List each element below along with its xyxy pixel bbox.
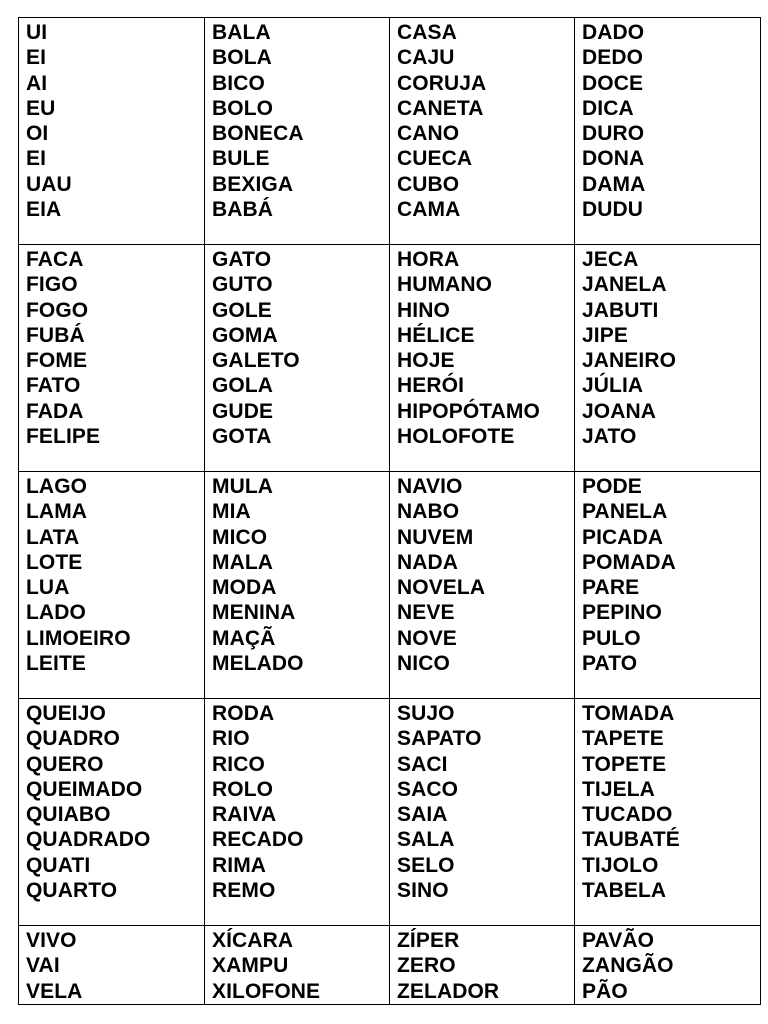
table-row [19,699,761,926]
word-item: LOTE [26,550,83,574]
word-item: ZERO [397,954,456,978]
word-item: RICO [212,752,265,776]
word-item: MAÇÃ [212,626,276,650]
word-item: QUIABO [26,803,111,827]
word-item: XILOFONE [212,979,321,1003]
word-item: GALETO [212,349,300,373]
table-cell [390,472,575,699]
table-cell [19,18,205,245]
word-item: EI [26,147,47,171]
word-item: QUADRO [26,727,120,751]
word-item: VELA [26,979,83,1003]
word-item: SAPATO [397,727,482,751]
word-item: QUEIMADO [26,777,143,801]
table-cell [390,699,575,926]
table-cell [19,472,205,699]
word-item: MICO [212,525,268,549]
word-item: HORA [397,248,460,271]
word-item: CUECA [397,147,473,171]
table-row [19,926,761,1005]
word-item: DAMA [582,172,646,196]
table-cell [390,926,575,1005]
word-item: FOME [26,349,88,373]
table-cell [390,245,575,472]
word-table [18,17,761,1005]
word-item: BICO [212,71,265,95]
word-item: GUDE [212,399,274,423]
word-item: DUDU [582,198,644,222]
word-item: EU [26,96,56,120]
word-item: LIMOEIRO [26,626,131,650]
word-item: BOLO [212,96,274,120]
table-cell [575,926,761,1005]
word-item: PEPINO [582,601,662,625]
word-item: NUVEM [397,525,474,549]
word-item: RODA [212,702,275,725]
word-item: TIJOLO [582,853,659,877]
word-item: LAGO [26,475,88,498]
word-item: RAIVA [212,803,277,827]
table-cell [575,245,761,472]
word-item: NABO [397,500,460,524]
table-row [19,18,761,245]
word-item: BABÁ [212,198,274,222]
word-item: REMO [212,879,276,903]
word-item: TOMADA [582,702,675,725]
word-item: FIGO [26,273,78,297]
word-item: LEITE [26,652,87,676]
word-item: JATO [582,425,637,449]
word-item: DEDO [582,46,644,70]
word-item: MALA [212,550,274,574]
word-item: SELO [397,853,455,877]
word-item: SINO [397,879,449,903]
word-item: FADA [26,399,84,423]
word-item: NADA [397,550,459,574]
word-item: PAVÃO [582,929,655,952]
word-item: QUEIJO [26,702,106,725]
word-item: LATA [26,525,80,549]
word-item: LADO [26,601,86,625]
word-item: QUARTO [26,879,118,903]
word-item: AI [26,71,48,95]
word-item: JANEIRO [582,349,677,373]
table-cell [575,18,761,245]
word-item: TOPETE [582,752,667,776]
table-cell [19,699,205,926]
word-item: SUJO [397,702,455,725]
word-item: FACA [26,248,84,271]
word-item: MENINA [212,601,296,625]
word-item: TIJELA [582,777,655,801]
word-item: JECA [582,248,639,271]
word-item: PÃO [582,979,628,1003]
word-item: RIO [212,727,250,751]
word-item: PODE [582,475,642,498]
word-item: FOGO [26,298,89,322]
word-item: DADO [582,21,645,44]
word-item: QUATI [26,853,91,877]
word-item: RECADO [212,828,304,852]
word-item: GUTO [212,273,273,297]
word-item: JANELA [582,273,667,297]
word-item: NOVELA [397,576,486,600]
word-item: EIA [26,198,62,222]
word-item: VAI [26,954,60,978]
word-item: GATO [212,248,272,271]
word-item: LAMA [26,500,88,524]
word-item: DICA [582,96,634,120]
word-item: BULE [212,147,270,171]
word-item: FATO [26,374,81,398]
table-cell [575,472,761,699]
word-table-body [19,18,761,1005]
word-item: GOTA [212,425,272,449]
table-cell [575,699,761,926]
word-item: ZÍPER [397,929,460,952]
word-item: JÚLIA [582,374,644,398]
word-item: BOLA [212,46,272,70]
word-item: PATO [582,652,638,676]
word-item: DONA [582,147,645,171]
word-item: PICADA [582,525,664,549]
word-item: NAVIO [397,475,463,498]
word-item: TUCADO [582,803,673,827]
word-item: SALA [397,828,455,852]
table-cell [205,18,390,245]
word-item: PANELA [582,500,668,524]
word-item: GOMA [212,323,278,347]
word-item: JIPE [582,323,628,347]
word-item: ROLO [212,777,274,801]
table-row [19,245,761,472]
word-item: BEXIGA [212,172,294,196]
word-item: MELADO [212,652,304,676]
word-item: CORUJA [397,71,487,95]
word-item: CANO [397,122,460,146]
word-item: GOLA [212,374,274,398]
word-item: CANETA [397,96,484,120]
word-item: MULA [212,475,274,498]
word-item: HIPOPÓTAMO [397,399,540,423]
word-item: QUADRADO [26,828,151,852]
word-item: PULO [582,626,641,650]
word-item: MODA [212,576,277,600]
word-item: DURO [582,122,645,146]
word-item: HUMANO [397,273,493,297]
word-item: TAPETE [582,727,664,751]
table-cell [205,699,390,926]
table-row [19,472,761,699]
word-item: FUBÁ [26,323,85,347]
word-item: ZANGÃO [582,954,674,978]
word-item: HINO [397,298,450,322]
word-item: CASA [397,21,457,44]
table-cell [205,926,390,1005]
word-item: XAMPU [212,954,289,978]
word-item: POMADA [582,550,676,574]
table-cell [390,18,575,245]
word-item: NEVE [397,601,455,625]
table-cell [19,926,205,1005]
word-item: EI [26,46,47,70]
word-item: BALA [212,21,271,44]
word-item: HERÓI [397,374,465,398]
word-item: RIMA [212,853,267,877]
word-item: XÍCARA [212,929,294,952]
word-item: OI [26,122,49,146]
word-item: TAUBATÉ [582,828,680,852]
word-item: PARE [582,576,640,600]
word-item: HÉLICE [397,323,475,347]
word-item: CUBO [397,172,460,196]
word-item: UAU [26,172,72,196]
word-item: NICO [397,652,450,676]
word-item: GOLE [212,298,272,322]
word-item: CAJU [397,46,455,70]
word-item: DOCE [582,71,644,95]
word-item: TABELA [582,879,667,903]
table-cell [205,245,390,472]
word-item: SACI [397,752,448,776]
word-item: HOLOFOTE [397,425,515,449]
table-cell [205,472,390,699]
word-item: HOJE [397,349,455,373]
word-item: FELIPE [26,425,101,449]
word-item: MIA [212,500,251,524]
word-item: VIVO [26,929,77,952]
table-cell [19,245,205,472]
word-item: NOVE [397,626,457,650]
word-item: JOANA [582,399,657,423]
word-item: LUA [26,576,70,600]
word-item: CAMA [397,198,461,222]
word-item: UI [26,21,48,44]
word-item: ZELADOR [397,979,500,1003]
word-item: SAIA [397,803,448,827]
word-item: SACO [397,777,459,801]
word-item: JABUTI [582,298,659,322]
word-item: QUERO [26,752,104,776]
word-item: BONECA [212,122,304,146]
